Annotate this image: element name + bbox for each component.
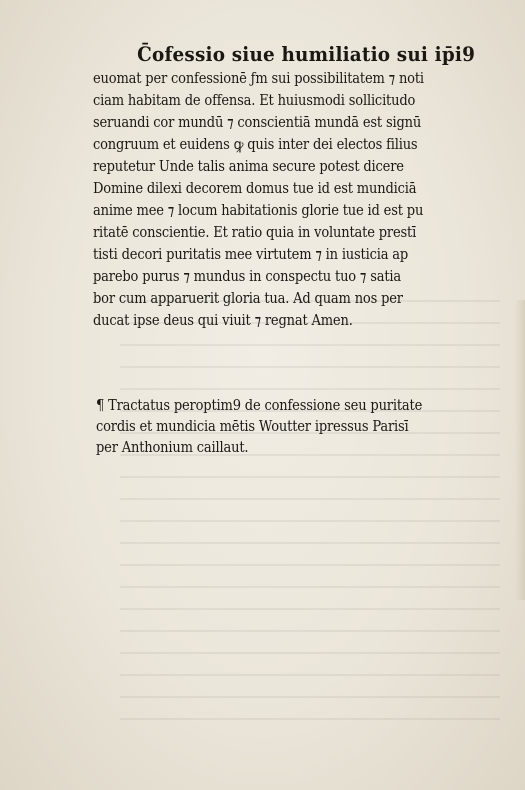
text-line: congruum et euidens ꝙ quis inter dei electos filius [93, 137, 418, 153]
text-line: reputetur Unde talis anima secure potest dicere [93, 159, 404, 175]
text-line: Domine dilexi decorem domus tue id est mundiciā [93, 181, 417, 197]
text-line: anime mee ⁊ locum habitationis glorie tue id est pu [93, 203, 424, 219]
colophon-block [96, 396, 514, 459]
text-line: bor cum apparuerit gloria tua. Ad quam nos per [93, 291, 403, 307]
text-line: seruandi cor mundū ⁊ conscientiā mundā est signū [93, 115, 422, 131]
text-line: tisti decori puritatis mee virtutem ⁊ in iusticia ap [93, 247, 409, 263]
show-through-text [120, 300, 500, 720]
colophon-line: cordis et mundicia mētis Woutter ipressus Parisī [96, 419, 409, 435]
main-text-block [93, 40, 511, 332]
page-edge-shadow [515, 300, 525, 600]
text-line: euomat per confessionē ƒm sui possibilitatem ⁊ noti [93, 71, 424, 87]
text-line: ciam habitam de offensa. Et huiusmodi sollicitudo [93, 93, 416, 109]
text-line: ritatē conscientie. Et ratio quia in voluntate prestī [93, 225, 417, 241]
text-line: parebo purus ⁊ mundus in conspectu tuo ⁊ satia [93, 269, 401, 285]
text-line: ducat ipse deus qui viuit ⁊ regnat Amen. [93, 313, 353, 329]
colophon-line: ¶ Tractatus peroptim9 de confessione seu puritate [96, 398, 423, 414]
heading-line: C̄ofessio siue humiliatio sui ip̄i9 [137, 42, 476, 66]
colophon-line: per Anthonium caillaut. [96, 440, 249, 456]
